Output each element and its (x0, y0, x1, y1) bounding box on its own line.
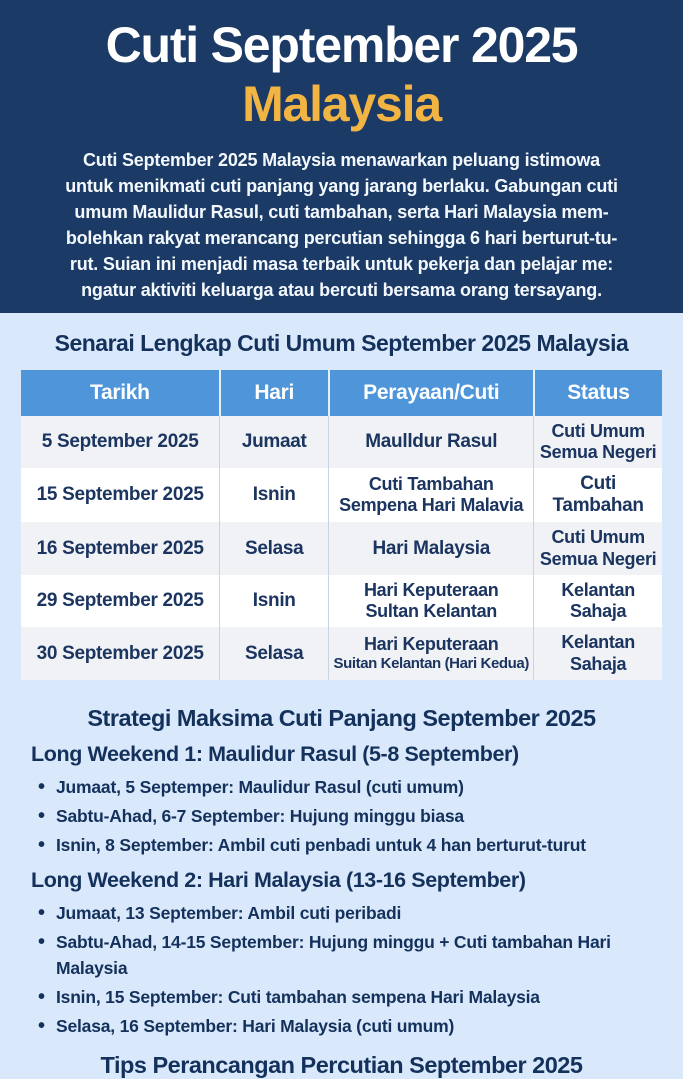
status-line: Cuti Umum (551, 421, 645, 441)
table-row (21, 627, 662, 679)
page-subtitle: Malaysia (242, 76, 441, 132)
day-cell: Selasa (220, 522, 329, 574)
list-item: • Jumaat, 5 Septemper: Maulidur Rasul (cuti umum) (33, 774, 641, 800)
table-row (21, 522, 662, 574)
main-content (0, 330, 683, 1079)
event-line: Hari Keputeraan (363, 579, 499, 600)
strategy-section-title: Strategi Maksima Cuti Panjang September 2025 (87, 704, 596, 731)
intro-line: bolehkan rakyat merancang percutian sehingga 6 hari berturut-tu- (65, 228, 618, 248)
list-item: • Jumaat, 13 September: Ambil cuti peribadi (33, 900, 641, 926)
intro-line: ngatur aktiviti keluarga atau bercuti bersama orang tersayang. (81, 280, 602, 300)
event-line: Sempena Hari Malavia (339, 495, 524, 516)
page-title: Cuti September 2025 (105, 17, 578, 73)
column-header-tarikh: Tarikh (21, 370, 220, 416)
status-line: Sahaja (570, 653, 627, 674)
status-line: Kelantan (561, 579, 635, 600)
column-header-hari: Hari (220, 370, 329, 416)
status-line: Semua Negeri (539, 442, 657, 463)
event-cell: Maulldur Rasul (329, 416, 534, 468)
list-item: • Sabtu-Ahad, 14-15 September: Hujung minggu + Cuti tambahan Hari Malaysia (33, 929, 641, 981)
intro-line: untuk menikmati cuti panjang yang jarang berlaku. Gabungan cuti (65, 176, 618, 196)
list-item: • Isnin, 8 September: Ambil cuti penbadi untuk 4 han berturut-turut (33, 832, 641, 858)
day-cell: Selasa (220, 627, 329, 679)
long-weekend-1-heading: Long Weekend 1: Maulidur Rasul (5-8 September) (31, 741, 519, 766)
date-cell: 29 September 2025 (36, 590, 204, 612)
list-item: • Sabtu-Ahad, 6-7 September: Hujung minggu biasa (33, 803, 641, 829)
table-row (21, 575, 662, 627)
day-cell: Isnin (220, 575, 329, 627)
status-cell: Cuti Tambahan (534, 468, 662, 522)
event-line: Sultan Kelantan (365, 601, 497, 622)
intro-line: Cuti September 2025 Malaysia menawarkan peluang istimowa (83, 150, 600, 170)
column-header-perayaan: Perayaan/Cuti (329, 370, 534, 416)
intro-line: umum Maulidur Rasul, cuti tambahan, serta Hari Malaysia mem- (74, 202, 609, 222)
status-line: Sahaja (570, 601, 627, 622)
tips-section-title: Tips Perancangan Percutian September 2025 (100, 1051, 583, 1078)
date-cell: 16 September 2025 (36, 537, 204, 559)
holiday-table-container (21, 370, 662, 680)
long-weekend-2-heading: Long Weekend 2: Hari Malaysia (13-16 September) (31, 867, 526, 892)
table-section-title: Senarai Lengkap Cuti Umum September 2025 Malaysia (54, 330, 629, 356)
event-line: Suitan Kelantan (Hari Kedua) (333, 655, 529, 673)
list-item: • Selasa, 16 September: Hari Malaysia (cuti umum) (33, 1013, 641, 1039)
event-cell (329, 575, 534, 627)
event-cell: Hari Malaysia (329, 522, 534, 574)
date-cell: 5 September 2025 (41, 431, 199, 453)
hero-header (0, 0, 683, 313)
table-row (21, 416, 662, 468)
date-cell: 30 September 2025 (36, 642, 204, 664)
status-line: Cuti Umum (551, 527, 645, 548)
holiday-table (21, 370, 662, 680)
status-cell (534, 522, 662, 574)
long-weekend-2-list (21, 900, 662, 1039)
day-cell: Jumaat (220, 416, 329, 468)
date-cell: 15 September 2025 (36, 484, 204, 506)
intro-paragraph (20, 147, 663, 303)
event-line: Hari Keputeraan (363, 634, 499, 655)
table-header-row (21, 370, 662, 416)
status-line: Kelantan (561, 632, 635, 653)
list-item: • Isnin, 15 September: Cuti tambahan sempena Hari Malaysia (33, 984, 641, 1010)
intro-line: rut. Suian ini menjadi masa terbaik untuk pekerja dan pelajar me: (69, 254, 614, 274)
status-cell (534, 416, 662, 468)
column-header-status: Status (534, 370, 662, 416)
day-cell: Isnin (220, 468, 329, 522)
event-cell (329, 627, 534, 679)
event-cell (329, 468, 534, 522)
status-cell (534, 575, 662, 627)
table-row (21, 468, 662, 522)
status-line: Semua Negeri (539, 548, 657, 569)
event-line: Cuti Tambahan (368, 474, 494, 495)
long-weekend-1-list (21, 774, 662, 858)
status-cell (534, 627, 662, 679)
